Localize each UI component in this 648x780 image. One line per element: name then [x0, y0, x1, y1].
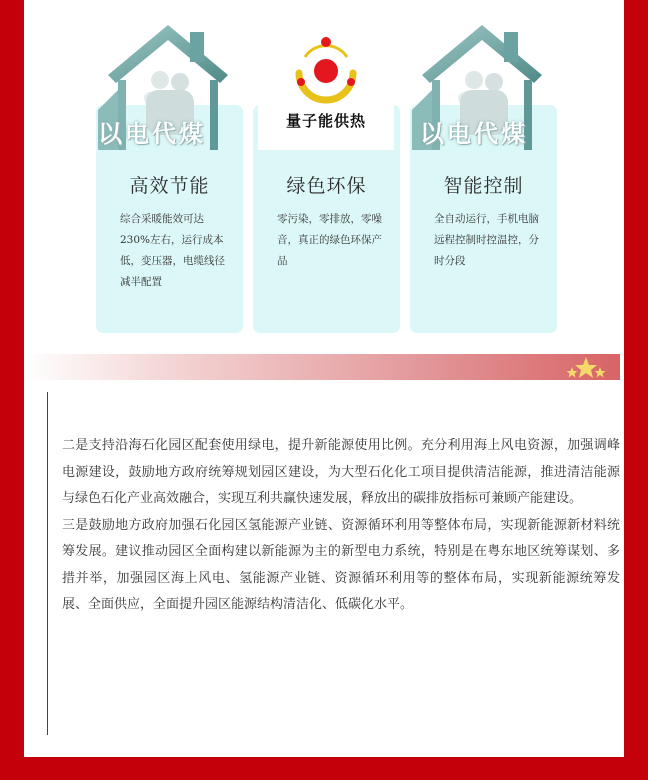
logo-text: 量子能供热: [285, 112, 366, 130]
article-body: [62, 433, 620, 619]
card-title: 绿色环保: [286, 175, 367, 197]
logo-block: [258, 20, 394, 150]
left-rule: [47, 392, 48, 735]
stars-icon: [566, 355, 606, 379]
card-title: 智能控制: [443, 175, 524, 197]
bottom-border: [0, 757, 648, 780]
card-description: 零污染，零排放，零噪音，真正的绿色环保产品: [277, 213, 382, 267]
illustration-caption: 以电代煤: [420, 120, 528, 148]
section-divider-banner: [24, 354, 620, 380]
paragraph: 二是支持沿海石化园区配套使用绿电，提升新能源使用比例。充分利用海上风电资源，加强调峰电源建设，鼓励地方政府统筹规划园区建设，为大型石化化工项目提供清洁能源，推进清洁能源与绿色石化产业高效融合，实现互利共赢快速发展，释放出的碳排放指标可兼顾产能建设。: [62, 438, 620, 506]
card-description: 全自动运行，手机电脑远程控制时控温控，分时分段: [434, 213, 539, 267]
quantum-logo-icon: [291, 35, 361, 105]
paragraph: 三是鼓励地方政府加强石化园区氢能源产业链、资源循环利用等整体布局，实现新能源新材料统筹发展。建议推动园区全面构建以新能源为主的新型电力系统，特别是在粤东地区统筹谋划、多措并举，加强园区海上风电、氢能源产业链、资源循环利用等的整体布局，实现新能源统筹发展、全面供应，全面提升园区能源结构清洁化、低碳化水平。: [62, 517, 620, 612]
card-title: 高效节能: [129, 175, 210, 197]
illustration-caption: 以电代煤: [98, 120, 206, 148]
card-description: 综合采暖能效可达230%左右，运行成本低，变压器，电缆线径减半配置: [120, 213, 225, 288]
